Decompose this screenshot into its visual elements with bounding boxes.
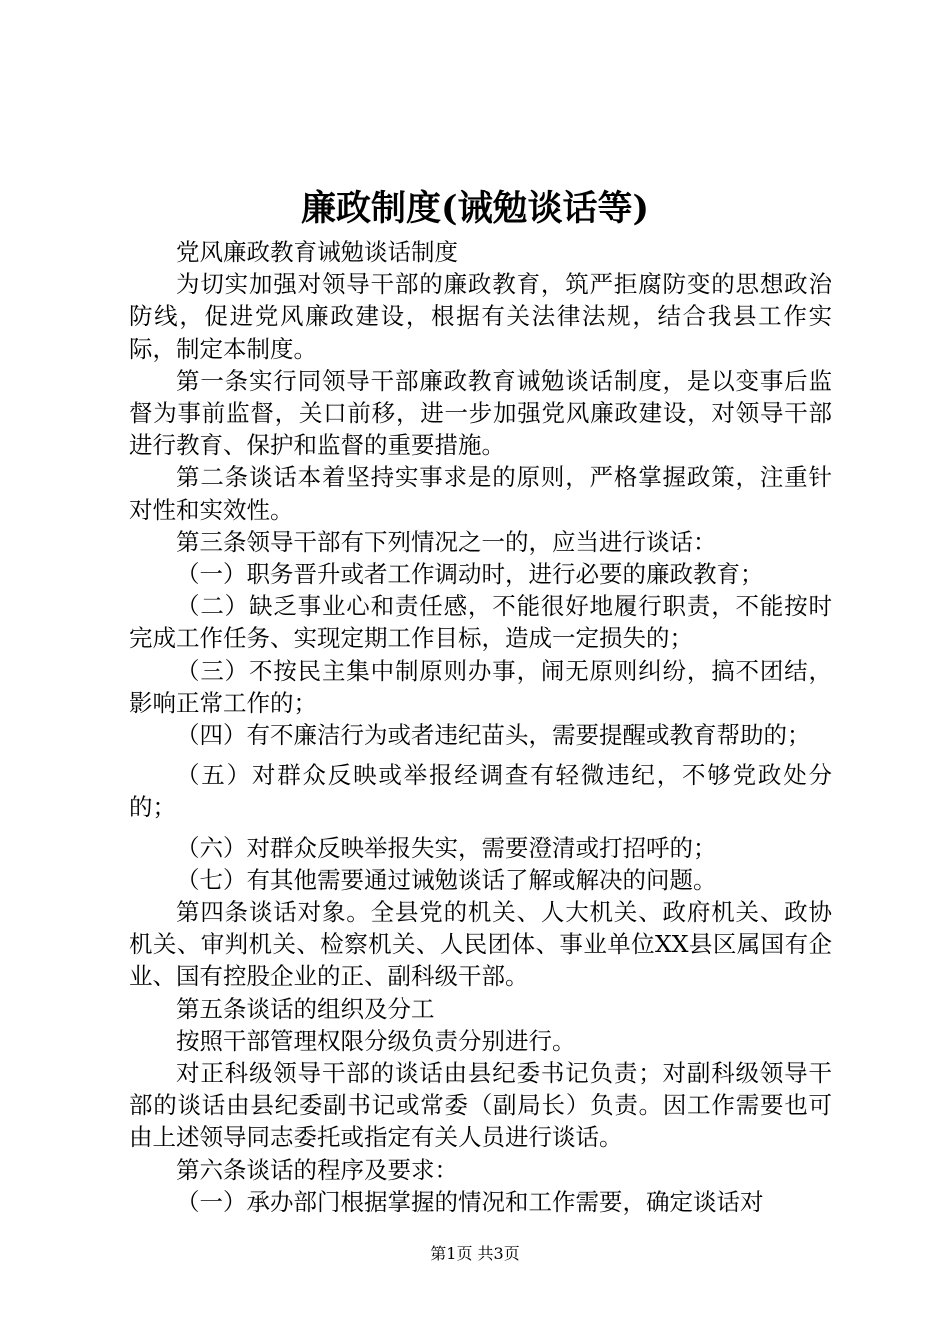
paragraph-article-5-responsibility: 对正科级领导干部的谈话由县纪委书记负责；对副科级领导干部的谈话由县纪委副书记或常委（副局长）负责。因工作需要也可由上述领导同志委托或指定有关人员进行谈话。 — [129, 1059, 832, 1152]
list-item-7: （七）有其他需要通过诫勉谈话了解或解决的问题。 — [176, 865, 717, 894]
document-body — [129, 236, 832, 1218]
paragraph-article-5-detail: 按照干部管理权限分级负责分别进行。 — [176, 1026, 576, 1055]
list-item-5: （五）对群众反映或举报经调查有轻微违纪，不够党政处分的； — [129, 761, 832, 822]
paragraph-article-4: 第四条谈话对象。全县党的机关、人大机关、政府机关、政协机关、审判机关、检察机关、人民团体、事业单位XX县区属国有企业、国有控股企业的正、副科级干部。 — [129, 898, 832, 991]
section-heading: 党风廉政教育诫勉谈话制度 — [176, 238, 458, 266]
list-item-4: （四）有不廉洁行为或者违纪苗头，需要提醒或教育帮助的； — [176, 721, 811, 750]
list-item-6: （六）对群众反映举报失实，需要澄清或打招呼的； — [176, 833, 717, 862]
list-item-1: （一）职务晋升或者工作调动时，进行必要的廉政教育； — [176, 560, 764, 589]
list-item-2: （二）缺乏事业心和责任感，不能很好地履行职责，不能按时完成工作任务、实现定期工作目标，造成一定损失的； — [129, 592, 832, 653]
paragraph-preamble: 为切实加强对领导干部的廉政教育，筑严拒腐防变的思想政治防线，促进党风廉政建设，根据有关法律法规，结合我县工作实际，制定本制度。 — [129, 270, 832, 363]
paragraph-article-3: 第三条领导干部有下列情况之一的，应当进行谈话： — [176, 527, 717, 556]
list-item-3: （三）不按民主集中制原则办事，闹无原则纠纷，搞不团结，影响正常工作的； — [129, 656, 832, 717]
paragraph-article-1: 第一条实行同领导干部廉政教育诫勉谈话制度，是以变事后监督为事前监督，关口前移，进一步加强党风廉政建设，对领导干部进行教育、保护和监督的重要措施。 — [129, 366, 832, 460]
document-title: 廉政制度(诫勉谈话等) — [300, 188, 650, 229]
paragraph-article-5: 第五条谈话的组织及分工 — [176, 994, 435, 1023]
page-footer: 第1页 共3页 — [430, 1244, 520, 1263]
list-item-procedure-1: （一）承办部门根据掌握的情况和工作需要，确定谈话对 — [176, 1187, 764, 1216]
paragraph-article-2: 第二条谈话本着坚持实事求是的原则，严格掌握政策，注重针对性和实效性。 — [129, 463, 832, 524]
paragraph-article-6: 第六条谈话的程序及要求： — [176, 1155, 458, 1184]
